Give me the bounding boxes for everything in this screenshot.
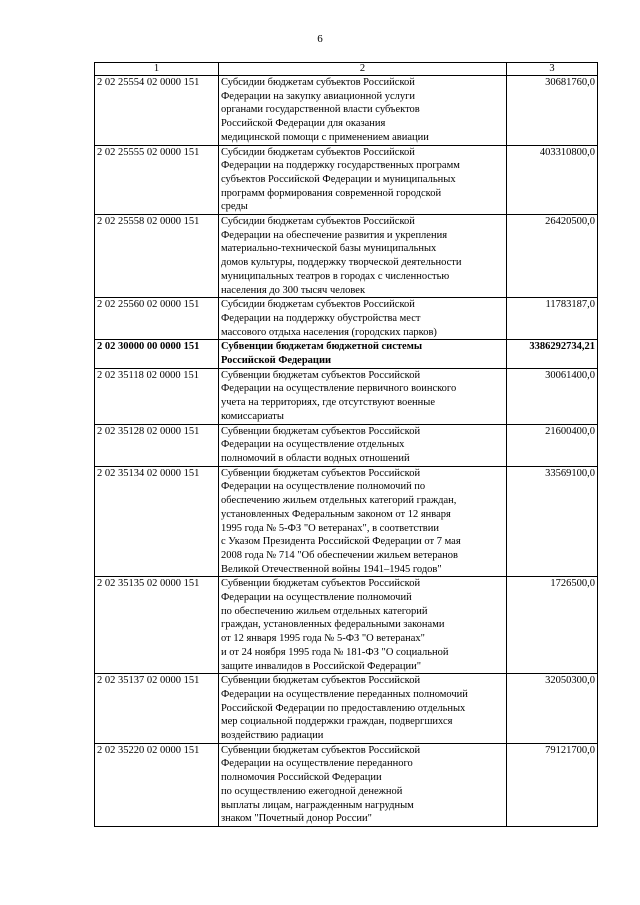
description-line: домов культуры, поддержку творческой деятельности bbox=[221, 257, 462, 269]
description-line: массового отдыха населения (городских парков) bbox=[221, 326, 437, 338]
header-row bbox=[95, 63, 598, 76]
revenue-description bbox=[219, 340, 507, 368]
revenue-description bbox=[219, 577, 507, 674]
description-line: Субсидии бюджетам субъектов Российской bbox=[221, 77, 415, 88]
description-line: 1995 года № 5-ФЗ "О ветеранах", в соответствии bbox=[221, 522, 440, 534]
description-line: воздействию радиации bbox=[221, 730, 324, 742]
description-line: Федерации на осуществление переданного bbox=[221, 758, 413, 770]
table-row bbox=[95, 743, 598, 826]
description-line: Федерации на поддержку обустройства мест bbox=[221, 312, 421, 324]
table-body bbox=[95, 76, 598, 827]
description-line: Российской Федерации по предоставлению отдельных bbox=[221, 702, 466, 714]
revenue-description bbox=[219, 215, 507, 298]
amount-value: 32050300,0 bbox=[507, 674, 598, 744]
description-line: Субвенции бюджетам бюджетной системы bbox=[221, 341, 423, 353]
description-line: Федерации на осуществление первичного воинского bbox=[221, 383, 457, 395]
amount-value: 33569100,0 bbox=[507, 466, 598, 577]
table-row bbox=[95, 145, 598, 215]
revenue-description bbox=[219, 298, 507, 340]
revenue-description bbox=[219, 466, 507, 577]
table-row bbox=[95, 674, 598, 744]
description-line: от 12 января 1995 года № 5-ФЗ "О ветеранах" bbox=[221, 633, 425, 645]
description-line: Субсидии бюджетам субъектов Российской bbox=[221, 299, 415, 311]
description-line: комиссариаты bbox=[221, 410, 284, 422]
description-line: 2008 года № 714 "Об обеспечении жильем ветеранов bbox=[221, 549, 458, 561]
description-line: Субвенции бюджетам субъектов Российской bbox=[221, 467, 421, 479]
amount-value: 26420500,0 bbox=[507, 215, 598, 298]
description-line: Субвенции бюджетам субъектов Российской bbox=[221, 369, 421, 381]
amount-value: 1726500,0 bbox=[507, 577, 598, 674]
description-line: и от 24 ноября 1995 года № 181-ФЗ "О социальной bbox=[221, 646, 449, 658]
amount-value: 403310800,0 bbox=[507, 145, 598, 215]
description-line: установленных Федеральным законом от 12 января bbox=[221, 508, 451, 520]
description-line: Субсидии бюджетам субъектов Российской bbox=[221, 216, 415, 228]
budget-code: 2 02 35134 02 0000 151 bbox=[95, 466, 219, 577]
description-line: муниципальных театров в городах с численностью bbox=[221, 270, 450, 282]
budget-code: 2 02 25560 02 0000 151 bbox=[95, 298, 219, 340]
description-line: Субсидии бюджетам субъектов Российской bbox=[221, 146, 415, 158]
description-line: Российской Федерации bbox=[221, 355, 332, 367]
revenue-description bbox=[219, 743, 507, 826]
description-line: Великой Отечественной войны 1941–1945 годов" bbox=[221, 563, 442, 575]
revenue-description bbox=[219, 674, 507, 744]
revenue-description bbox=[219, 368, 507, 424]
description-line: среды bbox=[221, 201, 248, 213]
amount-value: 79121700,0 bbox=[507, 743, 598, 826]
description-line: защите инвалидов в Российской Федерации" bbox=[221, 660, 422, 672]
table-row bbox=[95, 76, 598, 146]
table-row bbox=[95, 368, 598, 424]
column-header-description: 2 bbox=[219, 63, 507, 76]
description-line: органами государственной власти субъектов bbox=[221, 104, 420, 116]
description-line: мер социальной поддержки граждан, подвергшихся bbox=[221, 716, 453, 728]
description-line: населения до 300 тысяч человек bbox=[221, 284, 366, 296]
table-row bbox=[95, 577, 598, 674]
revenue-description bbox=[219, 76, 507, 146]
description-line: по обеспечению жильем отдельных категорий bbox=[221, 605, 428, 617]
description-line: Федерации на осуществление полномочий по bbox=[221, 481, 426, 493]
amount-value: 21600400,0 bbox=[507, 424, 598, 466]
description-line: медицинской помощи с применением авиации bbox=[221, 131, 429, 143]
description-line: учета на территориях, где отсутствуют военные bbox=[221, 397, 435, 409]
description-line: Федерации на осуществление полномочий bbox=[221, 592, 412, 604]
amount-value: 30061400,0 bbox=[507, 368, 598, 424]
description-line: граждан, установленных федеральными законами bbox=[221, 619, 445, 631]
description-line: Субвенции бюджетам субъектов Российской bbox=[221, 425, 421, 437]
description-line: материально-технической базы муниципальных bbox=[221, 243, 437, 255]
budget-code: 2 02 25555 02 0000 151 bbox=[95, 145, 219, 215]
column-header-code: 1 bbox=[95, 63, 219, 76]
description-line: Российской Федерации для оказания bbox=[221, 118, 386, 130]
description-line: полномочия Российской Федерации bbox=[221, 772, 382, 784]
budget-revenue-table bbox=[94, 62, 598, 827]
table-row bbox=[95, 340, 598, 368]
amount-value: 11783187,0 bbox=[507, 298, 598, 340]
description-line: Федерации на осуществление переданных полномочий bbox=[221, 688, 468, 700]
budget-code: 2 02 35128 02 0000 151 bbox=[95, 424, 219, 466]
budget-code: 2 02 25558 02 0000 151 bbox=[95, 215, 219, 298]
table-row bbox=[95, 215, 598, 298]
budget-code: 2 02 35118 02 0000 151 bbox=[95, 368, 219, 424]
description-line: с Указом Президента Российской Федерации от 7 мая bbox=[221, 536, 461, 548]
description-line: обеспечению жильем отдельных категорий граждан, bbox=[221, 495, 457, 507]
description-line: выплаты лицам, награжденным нагрудным bbox=[221, 799, 414, 811]
column-header-amount: 3 bbox=[507, 63, 598, 76]
amount-value: 3386292734,21 bbox=[507, 340, 598, 368]
table-row bbox=[95, 424, 598, 466]
budget-code: 2 02 30000 00 0000 151 bbox=[95, 340, 219, 368]
description-line: Субвенции бюджетам субъектов Российской bbox=[221, 675, 421, 687]
description-line: Федерации на обеспечение развития и укрепления bbox=[221, 229, 448, 241]
description-line: Федерации на осуществление отдельных bbox=[221, 439, 405, 451]
revenue-description bbox=[219, 145, 507, 215]
amount-value: 30681760,0 bbox=[507, 76, 598, 146]
description-line: Субвенции бюджетам субъектов Российской bbox=[221, 578, 421, 590]
table-row bbox=[95, 466, 598, 577]
description-line: программ формирования современной городской bbox=[221, 187, 442, 199]
budget-code: 2 02 25554 02 0000 151 bbox=[95, 76, 219, 146]
description-line: Субвенции бюджетам субъектов Российской bbox=[221, 744, 421, 756]
revenue-description bbox=[219, 424, 507, 466]
budget-code: 2 02 35220 02 0000 151 bbox=[95, 743, 219, 826]
description-line: Федерации на закупку авиационной услуги bbox=[221, 90, 416, 102]
budget-code: 2 02 35135 02 0000 151 bbox=[95, 577, 219, 674]
table-row bbox=[95, 298, 598, 340]
description-line: по осуществлению ежегодной денежной bbox=[221, 785, 403, 797]
budget-code: 2 02 35137 02 0000 151 bbox=[95, 674, 219, 744]
description-line: субъектов Российской Федерации и муниципальных bbox=[221, 173, 456, 185]
page-number: 6 bbox=[317, 33, 323, 45]
description-line: полномочий в области водных отношений bbox=[221, 452, 410, 464]
description-line: Федерации на поддержку государственных программ bbox=[221, 160, 460, 172]
description-line: знаком "Почетный донор России" bbox=[221, 813, 372, 825]
